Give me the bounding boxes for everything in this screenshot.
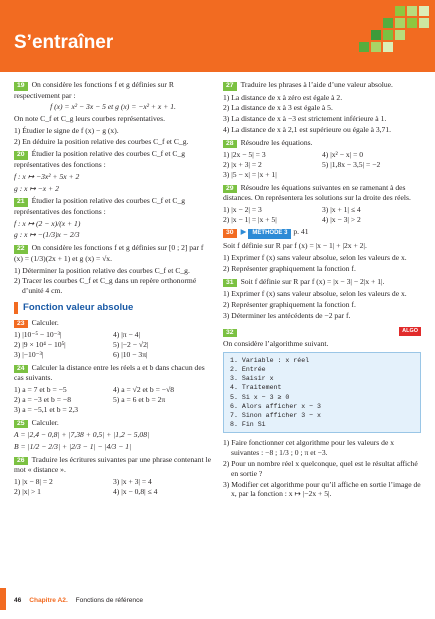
list-item: 1) |2x − 5| = 3 <box>223 150 266 160</box>
exercise-number: 29 <box>223 185 237 194</box>
exercise-text: Soit f définie sur R par f (x) = |x − 1| + |2x + 2|. <box>223 241 367 251</box>
list-item: 3) |−10⁻³| <box>14 350 44 360</box>
decor-square <box>395 6 405 16</box>
question: 1) Faire fonctionner cet algorithme pour les valeurs de x suivantes : −8 ; 1/3 ; 0 ; π et −3. <box>223 438 395 458</box>
exercise-number: 22 <box>14 245 28 254</box>
list-item: 2) |9 × 10⁴ − 10⁵| <box>14 340 66 350</box>
algo-line: 2. Entrée <box>230 366 266 374</box>
section-heading <box>14 302 212 314</box>
exercise-text: Traduire les phrases à l’aide d’une valeur absolue. <box>240 80 393 89</box>
exercise-formula: f (x) = x² − 3x − 5 et g (x) = −x² + x + 1. <box>50 102 176 112</box>
algo-line: 8. Fin Si <box>230 421 266 429</box>
page-title: S’entraîner <box>14 32 114 53</box>
list-item: 5) a = 6 et b = 2π <box>113 394 166 404</box>
exercise-26 <box>14 455 212 497</box>
exercise-number: 30 <box>223 229 237 238</box>
exercise-27 <box>223 80 421 135</box>
list-item: 4) |x − 0,8| ≤ 4 <box>113 486 158 496</box>
list-item: 1) La distance de x à zéro est égale à 2. <box>223 92 343 102</box>
list-item: 1) |10⁻⁵ − 10⁻³| <box>14 330 62 340</box>
function-g: g : x ↦ −(1/3)x − 2/3 <box>14 230 80 240</box>
exercise-22 <box>14 243 212 296</box>
exercise-number: 21 <box>14 198 28 207</box>
decor-square <box>419 18 429 28</box>
question: 1) Exprimer f (x) sans valeur absolue, selon les valeurs de x. <box>223 253 407 263</box>
list-item: 2) |x + 3| = 2 <box>223 159 262 169</box>
list-item: 2) La distance de x à 3 est égale à 5. <box>223 103 333 113</box>
page-number: 46 <box>14 597 22 604</box>
list-item: 1) |x − 2| = 3 <box>223 204 262 214</box>
expression-b: B = |1/2 − 2/3| + |2/3 − 1| − |4/3 − 1| <box>14 441 132 451</box>
list-item: 4) a = √2 et b = −√8 <box>113 385 175 395</box>
list-item: 2) |x − 1| = |x + 5| <box>223 214 277 224</box>
exercise-text: Soit f définie sur R par f (x) = |x − 3| − 2|x + 1|. <box>240 276 385 286</box>
exercise-number: 27 <box>223 82 237 91</box>
exercise-text: Traduire les écritures suivantes par une phrase contenant le mot « distance ». <box>14 454 211 475</box>
exercise-text: On considère l’algorithme suivant. <box>223 339 329 349</box>
algo-line: 1. Variable : x réel <box>230 356 310 364</box>
exercise-23 <box>14 318 212 360</box>
section-title: Fonction valeur absolue <box>23 302 134 314</box>
decor-square <box>395 18 405 28</box>
decor-square <box>419 6 429 16</box>
algo-badge: ALGO <box>399 327 421 337</box>
exercise-text: Calculer. <box>31 317 59 327</box>
decor-square <box>383 42 393 52</box>
decor-square <box>371 42 381 52</box>
algorithm-box <box>223 352 421 434</box>
exercise-number: 31 <box>223 279 237 288</box>
list-item: 4) La distance de x à 2,1 est supérieure ou égale à 3,71. <box>223 124 392 134</box>
method-badge[interactable]: MÉTHODE 3 <box>248 229 291 239</box>
exercise-text: On note C_f et C_g leurs courbes représentatives. <box>14 114 165 124</box>
exercise-number: 23 <box>14 320 28 329</box>
list-item: 3) |x + 3| = 4 <box>113 476 152 486</box>
algo-line: 3. Saisir x <box>230 375 274 383</box>
left-column <box>14 80 212 497</box>
exercise-text: On considère les fonctions f et g définies sur R respectivement par : <box>14 80 174 100</box>
decor-square <box>383 30 393 40</box>
list-item: 3) |5 − x| = |x + 1| <box>223 169 277 179</box>
exercise-19 <box>14 80 212 146</box>
decor-square <box>407 18 417 28</box>
algo-line: 7. Sinon afficher 3 − x <box>230 412 322 420</box>
exercise-28 <box>223 138 421 180</box>
list-item: 4) |x² − x| = 0 <box>322 150 364 160</box>
question: 1) Exprimer f (x) sans valeur absolue, selon les valeurs de x. <box>223 289 407 299</box>
footer <box>14 597 143 604</box>
function-f: f : x ↦ −3x² + 5x + 2 <box>14 171 80 181</box>
exercise-number: 19 <box>14 82 28 91</box>
question: 2) Représenter graphiquement la fonction f. <box>223 263 356 273</box>
list-item: 5) |1,8x − 3,5| = −2 <box>322 159 381 169</box>
algo-line: 6. Alors afficher x − 3 <box>230 402 322 410</box>
exercise-number: 32 <box>223 329 237 338</box>
list-item: 6) |10 − 3π| <box>113 350 148 360</box>
function-g: g : x ↦ −x + 2 <box>14 183 59 193</box>
exercise-number: 24 <box>14 365 28 374</box>
chapter-label: Chapitre A2. <box>29 597 68 604</box>
exercise-25 <box>14 418 212 452</box>
decor-square <box>407 6 417 16</box>
exercise-text: Calculer. <box>31 417 59 427</box>
question: 1) Déterminer la position relative des courbes C_f et C_g. <box>14 265 190 275</box>
decor-square <box>359 42 369 52</box>
list-item: 3) a = −5,1 et b = 2,3 <box>14 404 79 414</box>
exercise-20 <box>14 149 212 193</box>
exercise-number: 28 <box>223 140 237 149</box>
exercise-32 <box>223 327 421 500</box>
header-banner <box>0 0 435 72</box>
list-item: 1) |x − 8| = 2 <box>14 476 53 486</box>
exercise-31 <box>223 277 421 321</box>
list-item: 5) |−2 − √2| <box>113 340 149 350</box>
exercise-text: Résoudre les équations suivantes en se ramenant à des distances. On représentera les solutions sur la droite des réels. <box>223 182 411 203</box>
exercise-21 <box>14 196 212 240</box>
question: 3) Modifier cet algorithme pour qu’il affiche en sortie l’image de x, par la fonction : x ↦ |−2x + 5|. <box>223 479 421 499</box>
right-column <box>223 80 421 500</box>
chapter-title: Fonctions de référence <box>75 597 144 604</box>
play-icon: ▶ <box>240 227 247 237</box>
section-bar <box>14 302 18 314</box>
list-item: 4) |π − 4| <box>113 330 140 340</box>
question: 3) Déterminer les antécédents de −2 par f. <box>223 310 351 320</box>
exercise-text: On considère les fonctions f et g définies sur [0 ; 2] par f (x) = (1/3)(2x + 1) et g (x) = √x. <box>14 243 204 263</box>
exercise-number: 25 <box>14 420 28 429</box>
list-item: 1) a = 7 et b = −5 <box>14 385 67 395</box>
question: 1) Étudier le signe de f (x) − g (x). <box>14 125 119 135</box>
decor-square <box>383 18 393 28</box>
question: 2) Tracer les courbes C_f et C_g dans un repère orthonormé d’unité 4 cm. <box>14 276 197 296</box>
exercise-30 <box>223 227 421 273</box>
algo-line: 5. Si x − 3 ≥ 0 <box>230 393 290 401</box>
decor-square <box>395 30 405 40</box>
exercise-text: Résoudre les équations. <box>240 137 313 147</box>
expression-a: A = |2,4 − 0,8| + |7,38 + 0,5| + |1,2 − 5,08| <box>14 430 150 440</box>
exercise-29 <box>223 183 421 225</box>
function-f: f : x ↦ (2 − x)/(x + 1) <box>14 218 81 228</box>
list-item: 3) La distance de x à −3 est strictement inférieure à 1. <box>223 114 387 124</box>
question: 2) Représenter graphiquement la fonction f. <box>223 299 356 309</box>
decor-square <box>371 30 381 40</box>
exercise-24 <box>14 363 212 415</box>
method-page: p. 41 <box>293 227 309 237</box>
exercise-number: 26 <box>14 457 28 466</box>
exercise-text: Étudier la position relative des courbes C_f et C_g représentatives des fonctions : <box>14 149 186 169</box>
list-item: 4) |x − 3| > 2 <box>322 214 361 224</box>
footer-marker <box>0 588 6 610</box>
list-item: 3) |x + 1| ≤ 4 <box>322 204 361 214</box>
question: 2) Pour un nombre réel x quelconque, quel est le résultat affiché en sortie ? <box>223 459 418 478</box>
exercise-number: 20 <box>14 151 28 160</box>
question: 2) En déduire la position relative des courbes C_f et C_g. <box>14 136 189 146</box>
list-item: 2) a = −3 et b = −8 <box>14 394 71 404</box>
exercise-text: Calculer la distance entre les réels a et b dans chacun des cas suivants. <box>14 362 205 383</box>
exercise-text: Étudier la position relative des courbes C_f et C_g représentatives des fonctions : <box>14 196 186 216</box>
list-item: 2) |x| > 1 <box>14 486 41 496</box>
algo-line: 4. Traitement <box>230 384 282 392</box>
